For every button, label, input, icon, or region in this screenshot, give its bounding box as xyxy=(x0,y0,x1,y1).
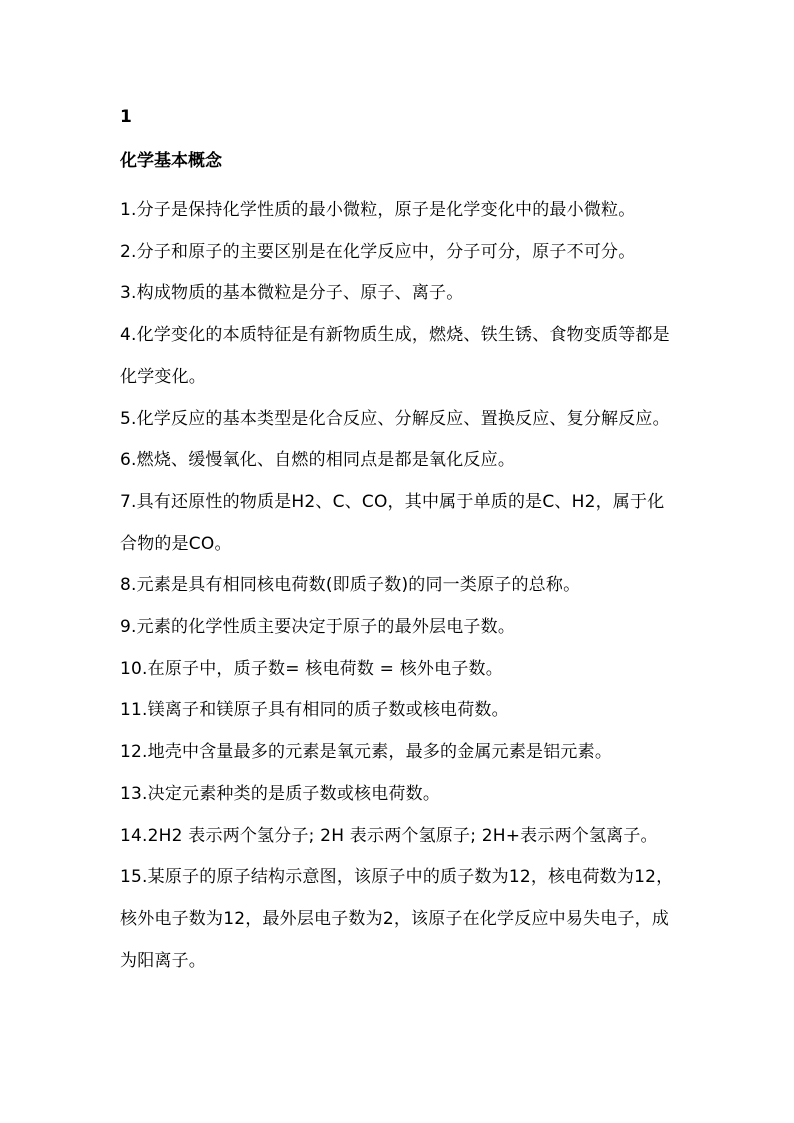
list-item: 15.某原子的原子结构示意图，该原子中的质子数为12，核电荷数为12，核外电子数为12，最外层电子数为2，该原子在化学反应中易失电子，成为阳离子。 xyxy=(120,867,674,971)
list-item: 9.元素的化学性质主要决定于原子的最外层电子数。 xyxy=(120,617,516,638)
section-title: 化学基本概念 xyxy=(120,151,222,171)
list-item: 10.在原子中，质子数= 核电荷数 = 核外电子数。 xyxy=(120,658,503,679)
list-item: 4.化学变化的本质特征是有新物质生成，燃烧、铁生锈、食物变质等都是化学变化。 xyxy=(120,325,670,387)
document-content xyxy=(120,104,680,982)
list-item: 12.地壳中含量最多的元素是氧元素，最多的金属元素是铝元素。 xyxy=(120,742,613,763)
list-item: 3.构成物质的基本微粒是分子、原子、离子。 xyxy=(120,283,464,304)
list-item: 7.具有还原性的物质是H2、C、CO，其中属于单质的是C、H2，属于化合物的是CO。 xyxy=(120,491,665,554)
list-item: 8.元素是具有相同核电荷数(即质子数)的同一类原子的总称。 xyxy=(120,575,581,596)
list-item: 14.2H2 表示两个氢分子; 2H 表示两个氢原子; 2H+表示两个氢离子。 xyxy=(120,825,658,846)
list-item: 1.分子是保持化学性质的最小微粒，原子是化学变化中的最小微粒。 xyxy=(120,200,636,220)
list-item: 2.分子和原子的主要区别是在化学反应中，分子可分，原子不可分。 xyxy=(120,241,636,262)
list-item: 5.化学反应的基本类型是化合反应、分解反应、置换反应、复分解反应。 xyxy=(120,408,670,429)
list-item: 6.燃烧、缓慢氧化、自燃的相同点是都是氧化反应。 xyxy=(120,450,516,471)
list-item: 13.决定元素种类的是质子数或核电荷数。 xyxy=(120,783,441,804)
page-number: 1 xyxy=(120,107,132,127)
list-item: 11.镁离子和镁原子具有相同的质子数或核电荷数。 xyxy=(120,700,509,721)
